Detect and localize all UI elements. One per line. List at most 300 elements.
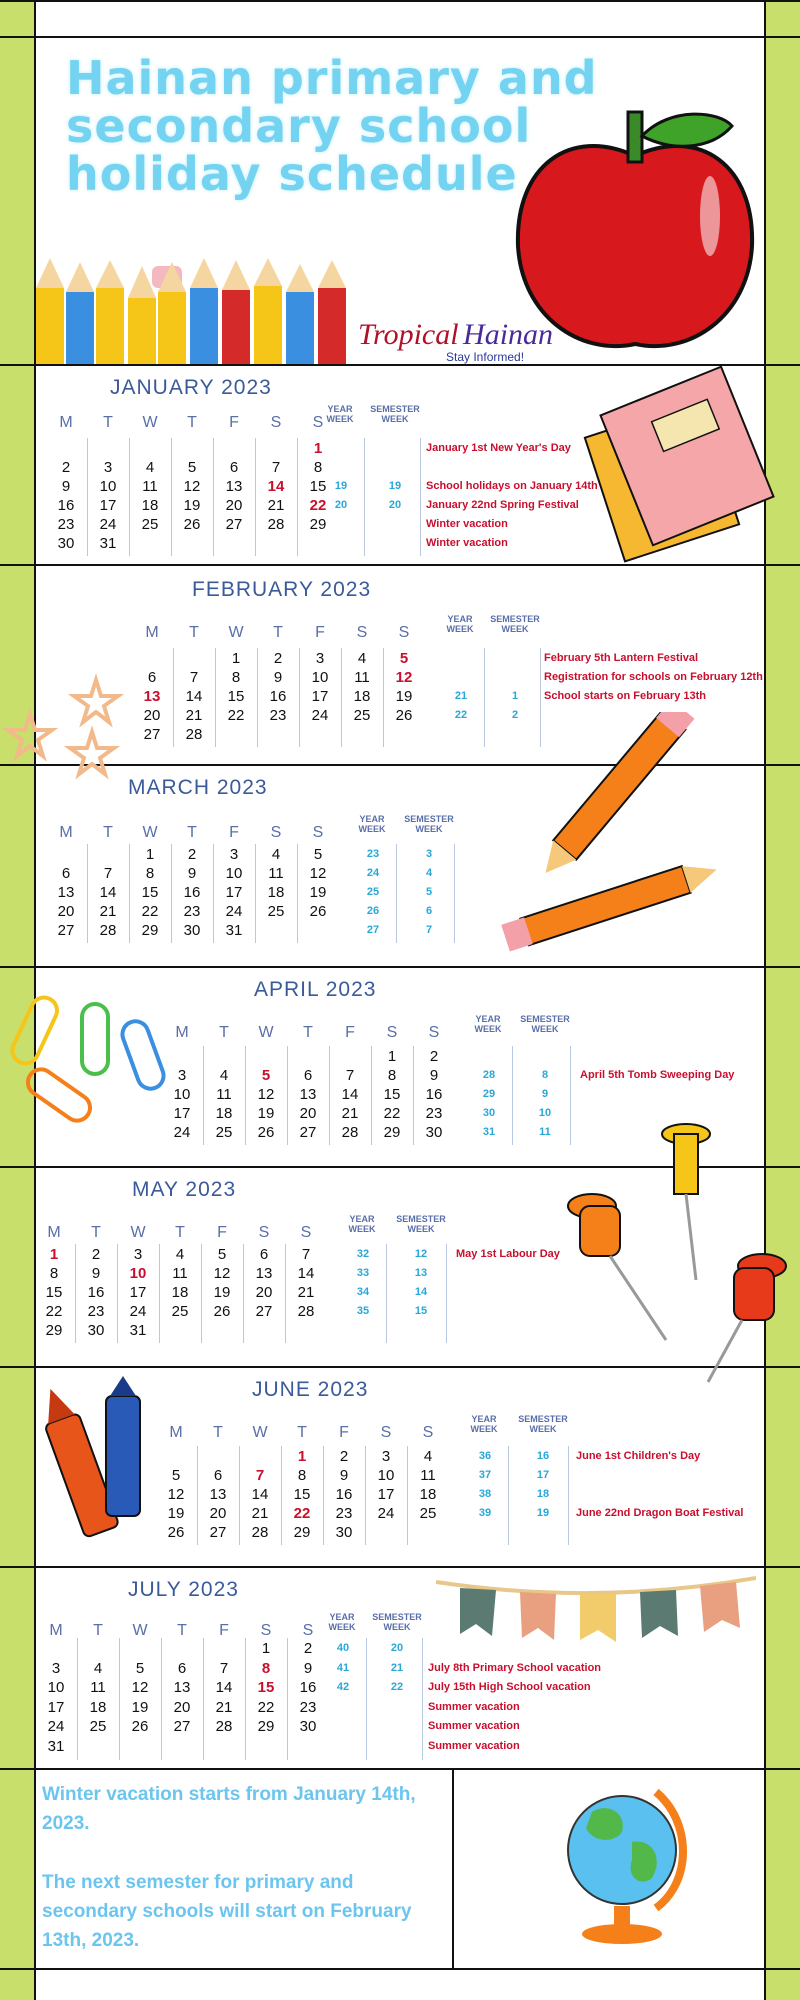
event-label: February 5th Lantern Festival	[544, 652, 699, 664]
date-cell: 8	[145, 865, 155, 882]
grid-line	[87, 438, 88, 556]
date-cell: 29	[383, 1124, 401, 1141]
weekday-header: W	[142, 414, 158, 431]
grid-line	[173, 648, 174, 747]
grid-line	[484, 648, 485, 747]
section-divider	[0, 1968, 800, 1970]
date-cell: 25	[419, 1505, 437, 1522]
date-cell: 25	[89, 1718, 107, 1736]
date-cell: 29	[257, 1718, 275, 1736]
date-cell: 19	[395, 688, 413, 705]
date-cell: 16	[425, 1086, 443, 1103]
date-cell: 11	[90, 1679, 106, 1697]
grid-line	[117, 1244, 118, 1343]
event-label: School holidays on January 14th	[426, 480, 598, 492]
date-cell: 12	[309, 865, 327, 882]
grid-line	[371, 1046, 372, 1145]
date-cell: 17	[99, 497, 117, 514]
date-cell: 18	[353, 688, 371, 705]
date-cell: 6	[229, 459, 239, 476]
grid-line	[413, 1046, 414, 1145]
date-cell: 27	[143, 726, 161, 743]
date-cell: 26	[167, 1524, 185, 1541]
event-label: Registration for schools on February 12th	[544, 671, 763, 683]
holiday-date: 15	[257, 1679, 275, 1697]
date-cell: 12	[167, 1486, 185, 1503]
weekday-header: S	[312, 824, 324, 841]
year-week-number: 22	[454, 709, 468, 721]
date-cell: 30	[425, 1124, 443, 1141]
stars-illustration	[0, 668, 130, 788]
semester-week-header: SEMESTER WEEK	[372, 1612, 422, 1632]
grid-line	[396, 844, 397, 943]
year-week-number: 32	[356, 1248, 370, 1260]
date-cell: 3	[133, 1246, 143, 1263]
date-cell: 6	[177, 1659, 187, 1677]
year-week-number: 26	[366, 905, 380, 917]
weekday-header: T	[187, 414, 197, 431]
date-cell: 18	[171, 1284, 189, 1301]
event-label: Winter vacation	[426, 537, 508, 549]
holiday-date: 5	[261, 1067, 271, 1084]
semester-week-number: 19	[536, 1507, 550, 1519]
date-cell: 16	[335, 1486, 353, 1503]
semester-week-number: 2	[511, 709, 519, 721]
grid-line	[215, 648, 216, 747]
weekday-header: T	[103, 824, 113, 841]
weekday-header: M	[175, 1024, 189, 1041]
date-cell: 29	[293, 1524, 311, 1541]
date-cell: 10	[173, 1086, 191, 1103]
date-cell: 10	[47, 1679, 65, 1697]
year-week-number: 37	[478, 1469, 492, 1481]
grid-line	[129, 844, 130, 943]
pencil-crayons-illustration	[500, 712, 750, 952]
date-cell: 14	[185, 688, 203, 705]
date-cell: 8	[231, 669, 241, 686]
date-cell: 24	[311, 707, 329, 724]
weekday-header: F	[217, 1224, 227, 1241]
date-cell: 20	[57, 903, 75, 920]
date-cell: 23	[57, 516, 75, 533]
holiday-date: 1	[313, 440, 323, 457]
date-cell: 4	[93, 1659, 103, 1677]
date-cell: 20	[255, 1284, 273, 1301]
date-cell: 22	[257, 1698, 275, 1716]
date-cell: 1	[145, 846, 155, 863]
brand-tagline: Stay Informed!	[446, 350, 525, 364]
event-label: January 1st New Year's Day	[426, 442, 571, 454]
event-label: June 22nd Dragon Boat Festival	[576, 1507, 744, 1519]
brand-word1: Tropical	[358, 318, 459, 351]
year-week-number: 27	[366, 924, 380, 936]
date-cell: 24	[225, 903, 243, 920]
semester-week-number: 20	[390, 1642, 404, 1654]
event-label: July 8th Primary School vacation	[428, 1661, 602, 1674]
date-cell: 9	[61, 478, 71, 495]
grid-line	[213, 844, 214, 943]
date-cell: 4	[219, 1067, 229, 1084]
weekday-header: W	[142, 824, 158, 841]
year-week-number: 41	[336, 1661, 350, 1674]
year-week-number: 39	[478, 1507, 492, 1519]
semester-week-number: 14	[414, 1286, 428, 1298]
weekday-header: S	[380, 1424, 392, 1441]
date-cell: 19	[257, 1105, 275, 1122]
date-cell: 6	[259, 1246, 269, 1263]
semester-week-number: 15	[414, 1305, 428, 1317]
weekday-header: W	[228, 624, 244, 641]
apple-illustration	[510, 106, 760, 356]
grid-line	[203, 1046, 204, 1145]
weekday-header: T	[297, 1424, 307, 1441]
year-week-number: 36	[478, 1450, 492, 1462]
date-cell: 17	[225, 884, 243, 901]
event-label: May 1st Labour Day	[456, 1248, 560, 1260]
date-cell: 9	[273, 669, 283, 686]
holiday-date: 5	[399, 650, 409, 667]
date-cell: 16	[299, 1679, 317, 1697]
year-week-number: 24	[366, 867, 380, 879]
date-cell: 28	[185, 726, 203, 743]
date-cell: 14	[297, 1265, 315, 1282]
date-cell: 19	[167, 1505, 185, 1522]
date-cell: 28	[99, 922, 117, 939]
grid-line	[287, 1046, 288, 1145]
date-cell: 19	[131, 1698, 149, 1716]
grid-line	[297, 844, 298, 943]
weekday-header: S	[258, 1224, 270, 1241]
event-label: Summer vacation	[428, 1740, 520, 1752]
semester-week-number: 13	[414, 1267, 428, 1279]
date-cell: 8	[297, 1467, 307, 1484]
date-cell: 6	[303, 1067, 313, 1084]
month-title: FEBRUARY 2023	[192, 578, 372, 601]
event-label: Summer vacation	[428, 1720, 520, 1733]
date-cell: 15	[293, 1486, 311, 1503]
weekday-header: M	[59, 414, 73, 431]
weekday-header: M	[49, 1622, 63, 1639]
semester-week-number: 19	[388, 480, 402, 492]
date-cell: 7	[345, 1067, 355, 1084]
semester-week-header: SEMESTER WEEK	[490, 614, 540, 634]
paperclips-illustration	[6, 990, 176, 1140]
date-cell: 15	[227, 688, 245, 705]
date-cell: 23	[335, 1505, 353, 1522]
weekday-header: S	[300, 1224, 312, 1241]
semester-week-number: 17	[536, 1469, 550, 1481]
date-cell: 27	[57, 922, 75, 939]
date-cell: 22	[45, 1303, 63, 1320]
grid-line	[512, 1046, 513, 1145]
date-cell: 14	[341, 1086, 359, 1103]
date-cell: 11	[354, 669, 370, 686]
grid-line	[239, 1446, 240, 1545]
date-cell: 13	[299, 1086, 317, 1103]
date-cell: 12	[213, 1265, 231, 1282]
brand-word2: Hainan	[463, 318, 554, 351]
grid-line	[329, 1046, 330, 1145]
date-cell: 21	[99, 903, 117, 920]
date-cell: 7	[189, 669, 199, 686]
grid-line	[77, 1638, 78, 1760]
date-cell: 26	[395, 707, 413, 724]
year-week-header: YEAR WEEK	[348, 1214, 376, 1234]
semester-week-number: 4	[425, 867, 433, 879]
notebooks-illustration	[582, 356, 792, 566]
date-cell: 9	[187, 865, 197, 882]
weekday-header: T	[103, 414, 113, 431]
semester-week-number: 10	[538, 1107, 552, 1119]
date-cell: 15	[141, 884, 159, 901]
date-cell: 17	[47, 1698, 65, 1716]
date-cell: 23	[299, 1698, 317, 1716]
date-cell: 8	[387, 1067, 397, 1084]
date-cell: 15	[45, 1284, 63, 1301]
date-cell: 17	[129, 1284, 147, 1301]
date-cell: 9	[91, 1265, 101, 1282]
semester-week-number: 18	[536, 1488, 550, 1500]
date-cell: 26	[183, 516, 201, 533]
year-week-header: YEAR WEEK	[328, 1612, 356, 1632]
date-cell: 11	[172, 1265, 188, 1282]
date-cell: 20	[225, 497, 243, 514]
date-cell: 9	[303, 1659, 313, 1677]
date-cell: 26	[131, 1718, 149, 1736]
year-week-number: 21	[454, 690, 468, 702]
year-week-number: 23	[366, 848, 380, 860]
date-cell: 20	[299, 1105, 317, 1122]
weekday-header: F	[315, 624, 325, 641]
weekday-header: T	[213, 1424, 223, 1441]
grid-line	[129, 438, 130, 556]
event-label: July 15th High School vacation	[428, 1681, 591, 1694]
date-cell: 16	[269, 688, 287, 705]
event-label: Winter vacation	[426, 518, 508, 530]
weekday-header: T	[303, 1024, 313, 1041]
date-cell: 4	[145, 459, 155, 476]
weekday-header: S	[386, 1024, 398, 1041]
footer-divider	[452, 1768, 454, 1968]
date-cell: 24	[99, 516, 117, 533]
year-week-header: YEAR WEEK	[474, 1014, 502, 1034]
date-cell: 9	[429, 1067, 439, 1084]
date-cell: 30	[87, 1322, 105, 1339]
date-cell: 29	[141, 922, 159, 939]
date-cell: 16	[87, 1284, 105, 1301]
date-cell: 2	[339, 1448, 349, 1465]
grid-line	[255, 844, 256, 943]
date-cell: 13	[255, 1265, 273, 1282]
date-cell: 7	[271, 459, 281, 476]
weekday-header: W	[258, 1024, 274, 1041]
weekday-header: F	[339, 1424, 349, 1441]
date-cell: 6	[61, 865, 71, 882]
grid-line	[161, 1638, 162, 1760]
winter-vacation-note: Winter vacation starts from January 14th, 2023.	[42, 1784, 416, 1834]
grid-line	[171, 438, 172, 556]
date-cell: 28	[297, 1303, 315, 1320]
grid-line	[201, 1244, 202, 1343]
semester-week-number: 20	[388, 499, 402, 511]
globe-icon	[552, 1782, 702, 1952]
pencils-illustration	[36, 258, 356, 364]
semester-week-number: 12	[414, 1248, 428, 1260]
date-cell: 6	[147, 669, 157, 686]
month-title: APRIL 2023	[254, 978, 377, 1001]
weekday-header: S	[356, 624, 368, 641]
month-title: JANUARY 2023	[110, 376, 272, 399]
date-cell: 14	[215, 1679, 233, 1697]
date-cell: 10	[225, 865, 243, 882]
date-cell: 24	[129, 1303, 147, 1320]
date-cell: 29	[309, 516, 327, 533]
date-cell: 26	[213, 1303, 231, 1320]
grid-line	[446, 1244, 447, 1343]
weekday-header: T	[177, 1622, 187, 1639]
grid-line	[243, 1244, 244, 1343]
section-divider	[0, 0, 800, 2]
crayons-illustration	[40, 1376, 150, 1556]
event-label: Summer vacation	[428, 1700, 520, 1713]
date-cell: 11	[142, 478, 158, 495]
date-cell: 1	[231, 650, 241, 667]
weekday-header: M	[145, 624, 159, 641]
weekday-header: S	[428, 1024, 440, 1041]
semester-week-number: 3	[425, 848, 433, 860]
month-title: MAY 2023	[132, 1178, 237, 1201]
date-cell: 19	[183, 497, 201, 514]
date-cell: 28	[267, 516, 285, 533]
date-cell: 17	[173, 1105, 191, 1122]
date-cell: 5	[313, 846, 323, 863]
date-cell: 15	[383, 1086, 401, 1103]
weekday-header: T	[189, 624, 199, 641]
date-cell: 20	[209, 1505, 227, 1522]
grid-line	[75, 1244, 76, 1343]
weekday-header: S	[270, 414, 282, 431]
year-week-number: 19	[334, 480, 348, 492]
date-cell: 4	[357, 650, 367, 667]
date-cell: 12	[257, 1086, 275, 1103]
date-cell: 14	[251, 1486, 269, 1503]
date-cell: 30	[183, 922, 201, 939]
footer-notes	[42, 1780, 442, 1955]
semester-week-header: SEMESTER WEEK	[396, 1214, 446, 1234]
date-cell: 30	[299, 1718, 317, 1736]
pushpins-illustration	[562, 1120, 792, 1390]
semester-week-header: SEMESTER WEEK	[404, 814, 454, 834]
date-cell: 17	[311, 688, 329, 705]
grid-line	[255, 438, 256, 556]
date-cell: 3	[229, 846, 239, 863]
grid-line	[407, 1446, 408, 1545]
weekday-header: F	[219, 1622, 229, 1639]
date-cell: 18	[419, 1486, 437, 1503]
semester-week-number: 1	[511, 690, 519, 702]
date-cell: 1	[261, 1640, 271, 1657]
holiday-date: 22	[309, 497, 327, 514]
weekday-header: M	[169, 1424, 183, 1441]
year-week-number: 29	[482, 1088, 496, 1100]
date-cell: 5	[135, 1659, 145, 1677]
year-week-number: 28	[482, 1069, 496, 1081]
year-week-number: 33	[356, 1267, 370, 1279]
next-semester-note: The next semester for primary and secondary schools will start on February 13th, 2023.	[42, 1872, 412, 1951]
grid-line	[422, 1638, 423, 1760]
date-cell: 20	[173, 1698, 191, 1716]
grid-line	[364, 438, 365, 556]
date-cell: 5	[187, 459, 197, 476]
weekday-header: F	[229, 414, 239, 431]
date-cell: 14	[99, 884, 117, 901]
semester-week-number: 22	[390, 1681, 404, 1694]
date-cell: 24	[377, 1505, 395, 1522]
date-cell: 23	[183, 903, 201, 920]
date-cell: 28	[251, 1524, 269, 1541]
year-week-number: 42	[336, 1681, 350, 1694]
month-title: JUNE 2023	[252, 1378, 369, 1401]
semester-week-number: 16	[536, 1450, 550, 1462]
date-cell: 13	[173, 1679, 191, 1697]
semester-week-header: SEMESTER WEEK	[520, 1014, 570, 1034]
date-cell: 21	[341, 1105, 359, 1122]
weekday-header: S	[302, 1622, 314, 1639]
date-cell: 18	[267, 884, 285, 901]
weekday-header: S	[260, 1622, 272, 1639]
semester-week-number: 8	[541, 1069, 549, 1081]
date-cell: 23	[87, 1303, 105, 1320]
weekday-header: S	[312, 414, 324, 431]
grid-line	[197, 1446, 198, 1545]
date-cell: 3	[381, 1448, 391, 1465]
date-cell: 8	[313, 459, 323, 476]
date-cell: 3	[315, 650, 325, 667]
event-label: School starts on February 13th	[544, 690, 706, 702]
semester-week-number: 6	[425, 905, 433, 917]
date-cell: 15	[309, 478, 327, 495]
date-cell: 27	[225, 516, 243, 533]
year-week-number: 40	[336, 1642, 350, 1654]
grid-line	[420, 438, 421, 556]
year-week-header: YEAR WEEK	[326, 404, 354, 424]
weekday-header: F	[229, 824, 239, 841]
grid-line	[285, 1244, 286, 1343]
date-cell: 23	[425, 1105, 443, 1122]
semester-week-number: 21	[390, 1661, 404, 1674]
grid-line	[203, 1638, 204, 1760]
date-cell: 21	[297, 1284, 315, 1301]
weekday-header: M	[59, 824, 73, 841]
grid-line	[245, 1638, 246, 1760]
date-cell: 26	[257, 1124, 275, 1141]
date-cell: 24	[47, 1718, 65, 1736]
grid-line	[386, 1244, 387, 1343]
date-cell: 23	[269, 707, 287, 724]
date-cell: 10	[99, 478, 117, 495]
grid-line	[159, 1244, 160, 1343]
grid-line	[171, 844, 172, 943]
weekday-header: T	[187, 824, 197, 841]
semester-week-header: SEMESTER WEEK	[518, 1414, 568, 1434]
date-cell: 11	[216, 1086, 232, 1103]
year-week-number: 31	[482, 1126, 496, 1138]
semester-week-number: 11	[539, 1126, 551, 1138]
date-cell: 16	[183, 884, 201, 901]
date-cell: 25	[171, 1303, 189, 1320]
month-title: JULY 2023	[128, 1578, 239, 1601]
date-cell: 21	[267, 497, 285, 514]
